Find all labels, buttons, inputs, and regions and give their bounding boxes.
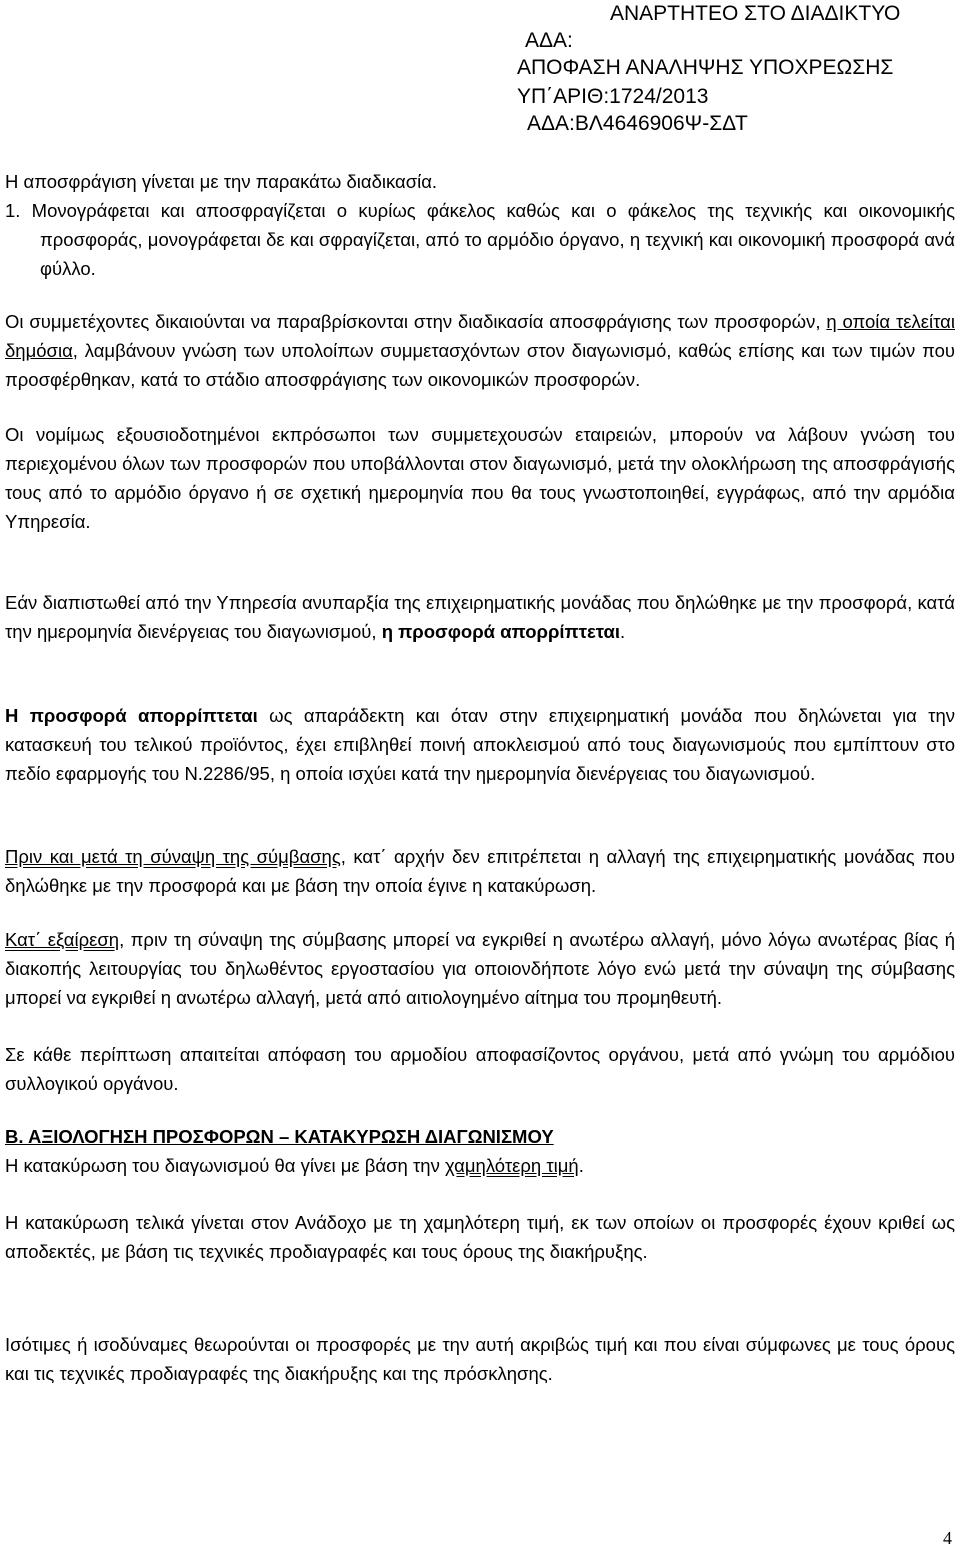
before-after-contract-paragraph [5,842,955,900]
text-run: Οι συμμετέχοντες δικαιούνται να παραβρίσκονται στην διαδικασία αποσφράγισης των προσφορών, [5,311,827,332]
intro-paragraph: Η αποσφράγιση γίνεται με την παρακάτω διαδικασία. [5,171,438,192]
award-final-paragraph: Η κατακύρωση τελικά γίνεται στον Ανάδοχο με τη χαμηλότερη τιμή, εκ των οποίων οι προσφορές έχουν κριθεί ως αποδεκτές, με βάση τις τεχνικές προδιαγραφές και τους όρους της διακήρυξης. [5,1212,955,1262]
double-underlined-text: Κατ΄ εξαίρεση [5,929,120,950]
text-run: . [578,1155,584,1176]
header-decision-number: ΥΠ΄ΑΡΙΘ:1724/2013 [517,85,709,108]
text-run: , πριν τη σύναψη της σύμβασης μπορεί να εγκριθεί η ανωτέρω αλλαγή, μόνο λόγω ανωτέρας βίας ή διακοπής λειτουργίας του δηλωθέντος εργοστασίου για οποιονδήποτε λόγο ενώ μετά την σύναψη της σύμβασης μπορεί να εγκριθεί η ανωτέρω αλλαγή, μετά από αιτιολογημένο αίτημα του προμηθευτή. [5,929,955,1008]
underlined-text: η οποία τελείται δημόσια [5,311,955,361]
header-ada-label: ΑΔΑ: [525,29,573,52]
step-1-paragraph: 1. Μονογράφεται και αποσφραγίζεται ο κυρίως φάκελος καθώς και ο φάκελος της τεχνικής και οικονομικής προσφοράς, μονογράφεται δε και σφραγίζεται, από το αρμόδιο όργανο, η τεχνική και οικονομική προσφορά ανά φύλλο. [5,200,955,279]
text-run: Η κατακύρωση του διαγωνισμού θα γίνει με βάση την [5,1155,445,1176]
text-run: . [620,621,626,642]
rejection-paragraph [5,701,955,788]
exception-paragraph [5,925,955,1012]
bold-text: Η προσφορά απορρίπτεται [5,705,258,726]
award-criterion-paragraph [5,1151,955,1180]
text-run: , λαμβάνουν γνώση των υπολοίπων συμμετασχόντων στον διαγωνισμό, καθώς επίσης και των τιμών που προσφέρθηκαν, κατά το στάδιο αποσφράγισης των οικονομικών προσφορών. [5,340,955,390]
equivalent-offers-paragraph: Ισότιμες ή ισοδύναμες θεωρούνται οι προσφορές με την αυτή ακριβώς τιμή και που είναι σύμφωνες με τους όρους και τις τεχνικές προδιαγραφές της διακήρυξης και της πρόσκλησης. [5,1334,955,1384]
header-ada-code: ΑΔΑ:ΒΛ4646906Ψ-ΣΔΤ [527,112,748,135]
double-underlined-text: χαμηλότερη τιμή [444,1155,579,1176]
text-run: ως απαράδεκτη και όταν στην επιχειρηματική μονάδα που δηλώνεται για την κατασκευή του τελικού προϊόντος, έχει επιβληθεί ποινή αποκλεισμού από τους διαγωνισμούς που εμπίπτουν στο πεδίο εφαρμογής του Ν.2286/95, η οποία ισχύει κατά την ημερομηνία διενέργειας του διαγωνισμού. [5,705,955,784]
page-number: 4 [943,1528,952,1548]
decision-required-paragraph: Σε κάθε περίπτωση απαιτείται απόφαση του αρμοδίου αποφασίζοντος οργάνου, μετά από γνώμη του αρμόδιου συλλογικού οργάνου. [5,1044,955,1094]
text-run: , κατ΄ αρχήν δεν επιτρέπεται η αλλαγή της επιχειρηματικής μονάδας που δηλώθηκε με την προσφορά και με βάση την οποία έγινε η κατακύρωση. [5,846,955,896]
section-b-heading: Β. ΑΞΙΟΛΟΓΗΣΗ ΠΡΟΣΦΟΡΩΝ – ΚΑΤΑΚΥΡΩΣΗ ΔΙΑΓΩΝΙΣΜΟΥ [5,1126,554,1147]
text-run: Εάν διαπιστωθεί από την Υπηρεσία ανυπαρξία της επιχειρηματικής μονάδας που δηλώθηκε με την προσφορά, κατά την ημερομηνία διενέργειας του διαγωνισμού, [5,592,955,642]
header-decision-title: ΑΠΟΦΑΣΗ ΑΝΑΛΗΨΗΣ ΥΠΟΧΡΕΩΣΗΣ [517,56,894,79]
participants-paragraph [5,307,955,394]
header-publish-notice: ΑΝΑΡΤΗΤΕΟ ΣΤΟ ΔΙΑΔΙΚΤΥΟ [610,2,901,25]
bold-text: η προσφορά απορρίπτεται [381,621,620,642]
nonexistence-paragraph [5,588,955,646]
double-underlined-text: Πριν και μετά τη σύναψη της σύμβασης [5,846,341,867]
representatives-paragraph: Οι νομίμως εξουσιοδοτημένοι εκπρόσωποι των συμμετεχουσών εταιρειών, μπορούν να λάβουν γνώση του περιεχομένου όλων των προσφορών που υποβάλλονται στον διαγωνισμό, μετά την ολοκλήρωση της αποσφράγισής τους από το αρμόδιο όργανο ή σε σχετική ημερομηνία που θα τους γνωστοποιηθεί, εγγράφως, από την αρμόδια Υπηρεσία. [5,424,955,532]
